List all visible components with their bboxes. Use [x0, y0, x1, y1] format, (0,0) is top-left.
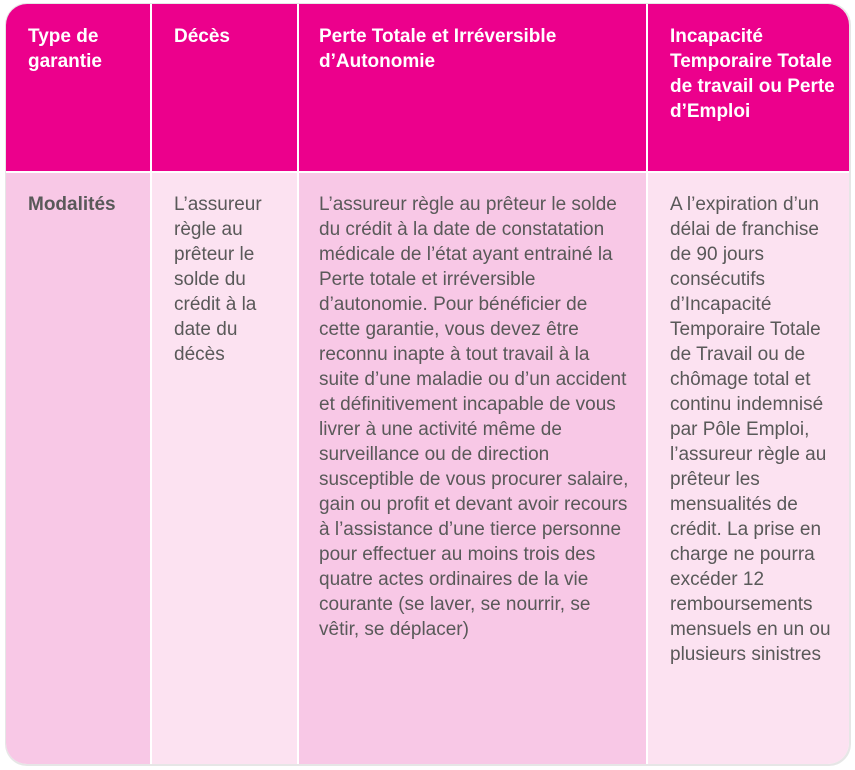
cell-ptia-modalites: L’assureur règle au prêteur le solde du crédit à la date de constatation médicale de l’état ayant entrainé la Perte totale et irréversible d’autonomie. Pour bénéficier de cette garantie, vous devez être reconnu inapte à tout travail à la suite d’une maladie ou d’un accident et définitivement incapable de vous livrer à une activité même de surveillance ou de direction susceptible de vous procurer salaire, gain ou profit et devant avoir recours à l’assistance d’une tierce personne pour effectuer au moins trois des quatre actes ordinaires de la vie courante (se laver, se nourrir, se vêtir, se déplacer) [299, 173, 646, 764]
header-ptia: Perte Totale et Irréversible d’Autonomie [299, 4, 646, 171]
header-itt-perte-emploi: Incapacité Temporaire Totale de travail ou Perte d’Emploi [648, 4, 849, 171]
guarantee-table [6, 4, 849, 764]
cell-itt-modalites: A l’expiration d’un délai de franchise de 90 jours consécutifs d’Incapacité Temporaire Totale de Travail ou de chômage total et continu indemnisé par Pôle Emploi, l’assureur règle au prêteur les mensualités de crédit. La prise en charge ne pourra excéder 12 remboursements mensuels en un ou plusieurs sinistres [648, 173, 849, 764]
row-label-modalites: Modalités [6, 173, 150, 764]
header-deces: Décès [152, 4, 297, 171]
guarantee-table-frame [5, 3, 851, 766]
cell-deces-modalites: L’assureur règle au prêteur le solde du crédit à la date du décès [152, 173, 297, 764]
header-type-de-garantie: Type de garantie [6, 4, 150, 171]
